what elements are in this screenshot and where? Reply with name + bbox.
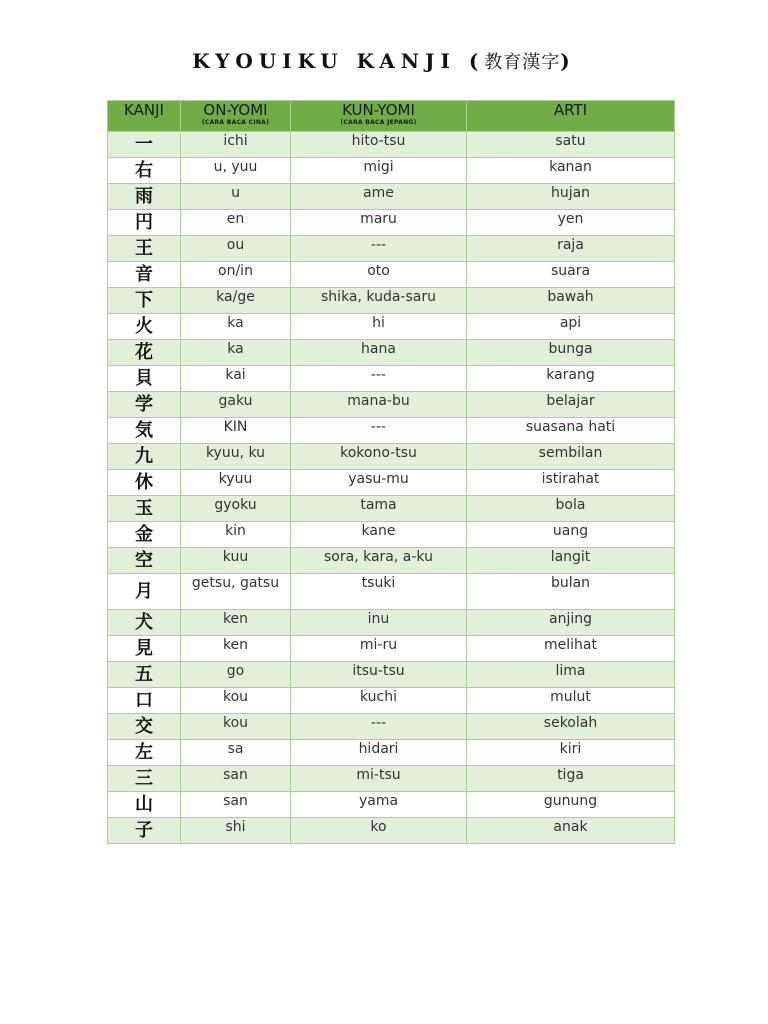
kunyomi-cell: ko xyxy=(291,818,467,844)
onyomi-cell: u, yuu xyxy=(181,158,291,184)
arti-cell: gunung xyxy=(467,792,675,818)
onyomi-cell: gyoku xyxy=(181,496,291,522)
kunyomi-cell: hi xyxy=(291,314,467,340)
onyomi-cell: go xyxy=(181,662,291,688)
kanji-cell: 口 xyxy=(108,688,181,714)
kanji-cell: 休 xyxy=(108,470,181,496)
kanji-cell: 交 xyxy=(108,714,181,740)
kunyomi-cell: tama xyxy=(291,496,467,522)
kanji-cell: 山 xyxy=(108,792,181,818)
arti-cell: satu xyxy=(467,132,675,158)
table-row xyxy=(108,792,675,818)
arti-cell: api xyxy=(467,314,675,340)
kunyomi-cell: oto xyxy=(291,262,467,288)
arti-cell: anjing xyxy=(467,610,675,636)
onyomi-cell: ka xyxy=(181,314,291,340)
table-row xyxy=(108,714,675,740)
onyomi-cell: on/in xyxy=(181,262,291,288)
table-row xyxy=(108,636,675,662)
onyomi-cell: KIN xyxy=(181,418,291,444)
kunyomi-cell: yama xyxy=(291,792,467,818)
onyomi-cell: ichi xyxy=(181,132,291,158)
arti-cell: melihat xyxy=(467,636,675,662)
onyomi-cell: ken xyxy=(181,636,291,662)
page-title xyxy=(0,48,768,74)
onyomi-cell: ka/ge xyxy=(181,288,291,314)
kanji-cell: 三 xyxy=(108,766,181,792)
table-row xyxy=(108,236,675,262)
kunyomi-cell: shika, kuda-saru xyxy=(291,288,467,314)
kanji-cell: 花 xyxy=(108,340,181,366)
table-row xyxy=(108,210,675,236)
arti-cell: langit xyxy=(467,548,675,574)
kanji-cell: 雨 xyxy=(108,184,181,210)
arti-cell: bola xyxy=(467,496,675,522)
kanji-table xyxy=(107,100,675,844)
arti-cell: anak xyxy=(467,818,675,844)
table-header-row xyxy=(108,101,675,132)
onyomi-cell: san xyxy=(181,792,291,818)
table-row xyxy=(108,366,675,392)
kunyomi-cell: mi-ru xyxy=(291,636,467,662)
onyomi-cell: kou xyxy=(181,714,291,740)
table-row xyxy=(108,418,675,444)
title-close: ) xyxy=(560,49,576,73)
kunyomi-cell: --- xyxy=(291,714,467,740)
arti-cell: yen xyxy=(467,210,675,236)
kanji-cell: 見 xyxy=(108,636,181,662)
header-kunyomi-label: KUN-YOMI xyxy=(342,101,415,119)
kanji-cell: 一 xyxy=(108,132,181,158)
onyomi-cell: sa xyxy=(181,740,291,766)
onyomi-cell: kin xyxy=(181,522,291,548)
kanji-cell: 月 xyxy=(108,574,181,610)
kanji-cell: 音 xyxy=(108,262,181,288)
table-row xyxy=(108,288,675,314)
header-onyomi xyxy=(181,101,291,132)
kunyomi-cell: hidari xyxy=(291,740,467,766)
arti-cell: belajar xyxy=(467,392,675,418)
header-kunyomi-sub: (CARA BACA JEPANG) xyxy=(340,119,417,126)
arti-cell: tiga xyxy=(467,766,675,792)
arti-cell: istirahat xyxy=(467,470,675,496)
arti-cell: bulan xyxy=(467,574,675,610)
kunyomi-cell: mi-tsu xyxy=(291,766,467,792)
arti-cell: sekolah xyxy=(467,714,675,740)
onyomi-cell: ou xyxy=(181,236,291,262)
kunyomi-cell: kokono-tsu xyxy=(291,444,467,470)
onyomi-cell: u xyxy=(181,184,291,210)
arti-cell: lima xyxy=(467,662,675,688)
table-row xyxy=(108,610,675,636)
table-row xyxy=(108,262,675,288)
arti-cell: kanan xyxy=(467,158,675,184)
table-row xyxy=(108,132,675,158)
onyomi-cell: en xyxy=(181,210,291,236)
table-row xyxy=(108,766,675,792)
onyomi-cell: ken xyxy=(181,610,291,636)
kanji-cell: 五 xyxy=(108,662,181,688)
table-row xyxy=(108,184,675,210)
arti-cell: sembilan xyxy=(467,444,675,470)
kanji-cell: 玉 xyxy=(108,496,181,522)
kanji-cell: 貝 xyxy=(108,366,181,392)
header-onyomi-label: ON-YOMI xyxy=(203,101,268,119)
onyomi-cell: kuu xyxy=(181,548,291,574)
arti-cell: raja xyxy=(467,236,675,262)
table-row xyxy=(108,522,675,548)
kanji-cell: 学 xyxy=(108,392,181,418)
table-row xyxy=(108,158,675,184)
table-row xyxy=(108,314,675,340)
arti-cell: mulut xyxy=(467,688,675,714)
table-row xyxy=(108,496,675,522)
kunyomi-cell: itsu-tsu xyxy=(291,662,467,688)
arti-cell: uang xyxy=(467,522,675,548)
table-row xyxy=(108,392,675,418)
header-kanji: KANJI xyxy=(108,101,181,132)
onyomi-cell: kyuu, ku xyxy=(181,444,291,470)
onyomi-cell: shi xyxy=(181,818,291,844)
table-row xyxy=(108,818,675,844)
kanji-cell: 右 xyxy=(108,158,181,184)
kanji-cell: 犬 xyxy=(108,610,181,636)
kanji-cell: 空 xyxy=(108,548,181,574)
arti-cell: suasana hati xyxy=(467,418,675,444)
onyomi-cell: kyuu xyxy=(181,470,291,496)
kunyomi-cell: yasu-mu xyxy=(291,470,467,496)
arti-cell: suara xyxy=(467,262,675,288)
kanji-cell: 九 xyxy=(108,444,181,470)
title-main: KYOUIKU KANJI ( xyxy=(192,49,485,73)
kanji-cell: 左 xyxy=(108,740,181,766)
arti-cell: bawah xyxy=(467,288,675,314)
arti-cell: karang xyxy=(467,366,675,392)
kunyomi-cell: --- xyxy=(291,236,467,262)
kunyomi-cell: maru xyxy=(291,210,467,236)
kanji-cell: 子 xyxy=(108,818,181,844)
kunyomi-cell: --- xyxy=(291,418,467,444)
kunyomi-cell: kuchi xyxy=(291,688,467,714)
kanji-cell: 金 xyxy=(108,522,181,548)
kanji-cell: 火 xyxy=(108,314,181,340)
onyomi-cell: getsu, gatsu xyxy=(181,574,291,610)
kanji-cell: 王 xyxy=(108,236,181,262)
kunyomi-cell: mana-bu xyxy=(291,392,467,418)
table-row xyxy=(108,740,675,766)
kunyomi-cell: ame xyxy=(291,184,467,210)
title-kanji: 教育漢字 xyxy=(484,52,561,73)
kunyomi-cell: kane xyxy=(291,522,467,548)
table-row xyxy=(108,548,675,574)
kunyomi-cell: hana xyxy=(291,340,467,366)
header-arti: ARTI xyxy=(467,101,675,132)
kanji-cell: 気 xyxy=(108,418,181,444)
kunyomi-cell: hito-tsu xyxy=(291,132,467,158)
onyomi-cell: ka xyxy=(181,340,291,366)
onyomi-cell: gaku xyxy=(181,392,291,418)
kanji-cell: 円 xyxy=(108,210,181,236)
onyomi-cell: kou xyxy=(181,688,291,714)
kanji-cell: 下 xyxy=(108,288,181,314)
table-row xyxy=(108,444,675,470)
kunyomi-cell: tsuki xyxy=(291,574,467,610)
arti-cell: hujan xyxy=(467,184,675,210)
kunyomi-cell: migi xyxy=(291,158,467,184)
onyomi-cell: san xyxy=(181,766,291,792)
arti-cell: kiri xyxy=(467,740,675,766)
kunyomi-cell: inu xyxy=(291,610,467,636)
table-row xyxy=(108,688,675,714)
header-kunyomi xyxy=(291,101,467,132)
table-row xyxy=(108,662,675,688)
arti-cell: bunga xyxy=(467,340,675,366)
table-row xyxy=(108,470,675,496)
table-row xyxy=(108,340,675,366)
header-onyomi-sub: (CARA BACA CINA) xyxy=(201,119,270,126)
kunyomi-cell: --- xyxy=(291,366,467,392)
table-row xyxy=(108,574,675,610)
onyomi-cell: kai xyxy=(181,366,291,392)
kunyomi-cell: sora, kara, a-ku xyxy=(291,548,467,574)
